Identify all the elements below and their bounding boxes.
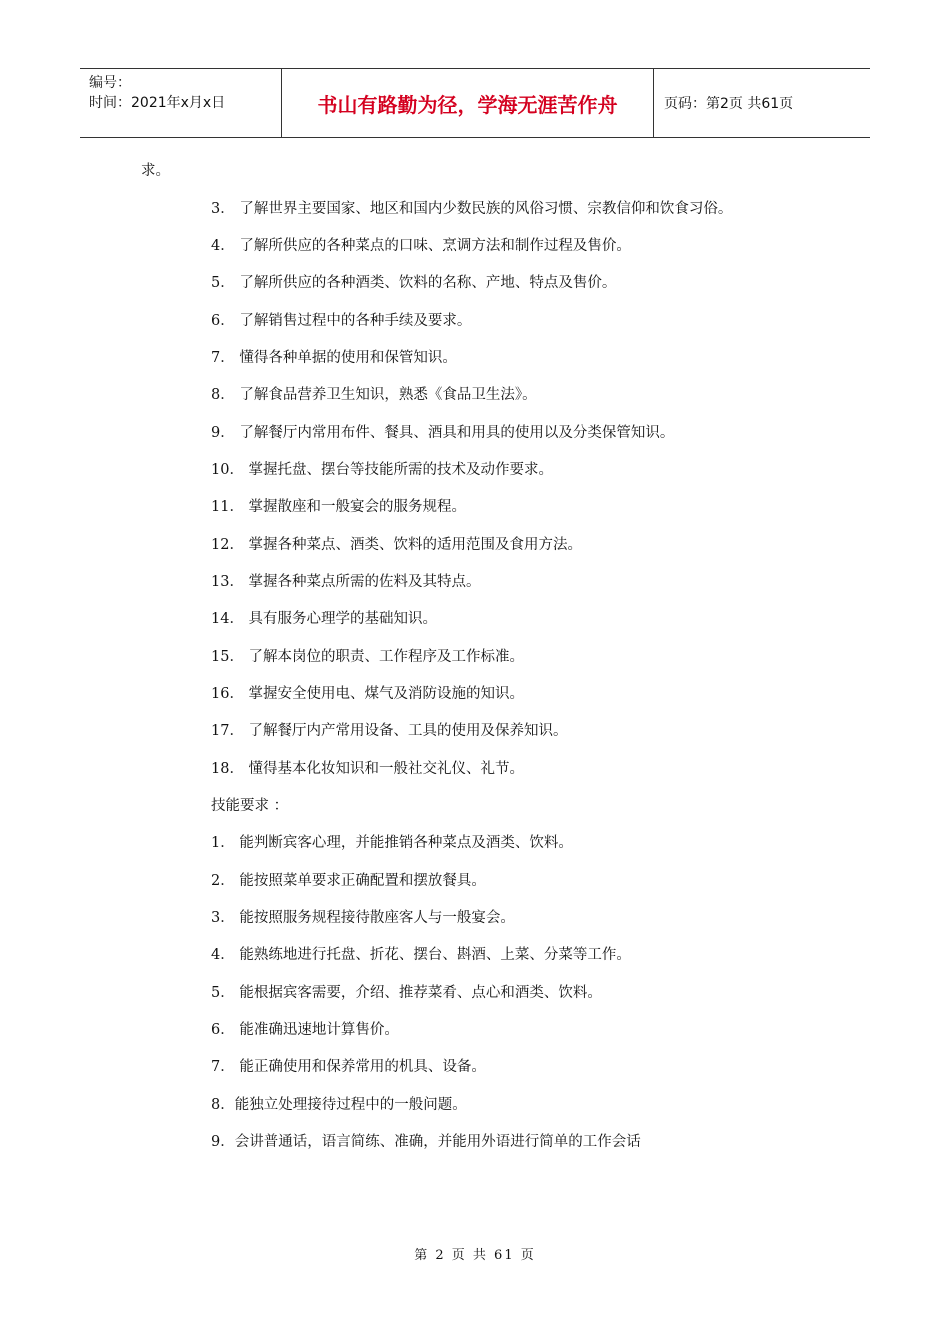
list-item: 6． 了解销售过程中的各种手续及要求。 [211,313,472,329]
header-motto: 书山有路勤为径，学海无涯苦作舟 [282,69,654,137]
list-item: 8． 了解食品营养卫生知识，熟悉《食品卫生法》。 [211,387,537,403]
list-item: 8．能独立处理接待过程中的一般问题。 [211,1097,467,1113]
page-header [80,68,870,138]
list-item: 4． 了解所供应的各种菜点的口味、烹调方法和制作过程及售价。 [211,238,631,254]
list-item: 1． 能判断宾客心理，并能推销各种菜点及酒类、饮料。 [211,835,573,851]
list-item: 4． 能熟练地进行托盘、折花、摆台、斟酒、上菜、分菜等工作。 [211,947,631,963]
list-item: 6． 能准确迅速地计算售价。 [211,1022,399,1038]
list-item: 5． 能根据宾客需要，介绍、推荐菜肴、点心和酒类、饮料。 [211,985,602,1001]
list-item: 7． 懂得各种单据的使用和保管知识。 [211,350,457,366]
list-item: 7． 能正确使用和保养常用的机具、设备。 [211,1059,486,1075]
list-item: 17． 了解餐厅内产常用设备、工具的使用及保养知识。 [211,723,568,739]
text-line: 求。 [141,163,170,179]
list-item: 12． 掌握各种菜点、酒类、饮料的适用范围及食用方法。 [211,537,583,553]
list-item: 13． 掌握各种菜点所需的佐料及其特点。 [211,574,481,590]
list-item: 10． 掌握托盘、摆台等技能所需的技术及动作要求。 [211,462,554,478]
list-item: 5． 了解所供应的各种酒类、饮料的名称、产地、特点及售价。 [211,275,617,291]
list-item: 2． 能按照菜单要求正确配置和摆放餐具。 [211,873,486,889]
list-item: 9． 了解餐厅内常用布件、餐具、酒具和用具的使用以及分类保管知识。 [211,425,675,441]
list-item: 3． 能按照服务规程接待散座客人与一般宴会。 [211,910,515,926]
list-item: 3． 了解世界主要国家、地区和国内少数民族的风俗习惯、宗教信仰和饮食习俗。 [211,201,733,217]
list-item: 14． 具有服务心理学的基础知识。 [211,611,438,627]
list-item: 11． 掌握散座和一般宴会的服务规程。 [211,499,467,515]
page-footer: 第 2 页 共 61 页 [414,1248,536,1263]
header-meta [80,69,282,137]
list-item: 16． 掌握安全使用电、煤气及消防设施的知识。 [211,686,525,702]
header-page-info: 页码：第2页 共61页 [664,96,794,112]
list-item: 18． 懂得基本化妆知识和一般社交礼仪、礼节。 [211,761,525,777]
document-time-label: 时间：2021年x月x日 [89,95,226,111]
document-number-label: 编号： [89,75,131,91]
list-item: 9．会讲普通话，语言简练、准确，并能用外语进行简单的工作会话 [211,1134,641,1150]
list-item: 15． 了解本岗位的职责、工作程序及工作标准。 [211,649,525,665]
section-heading: 技能要求 ： [211,798,289,814]
